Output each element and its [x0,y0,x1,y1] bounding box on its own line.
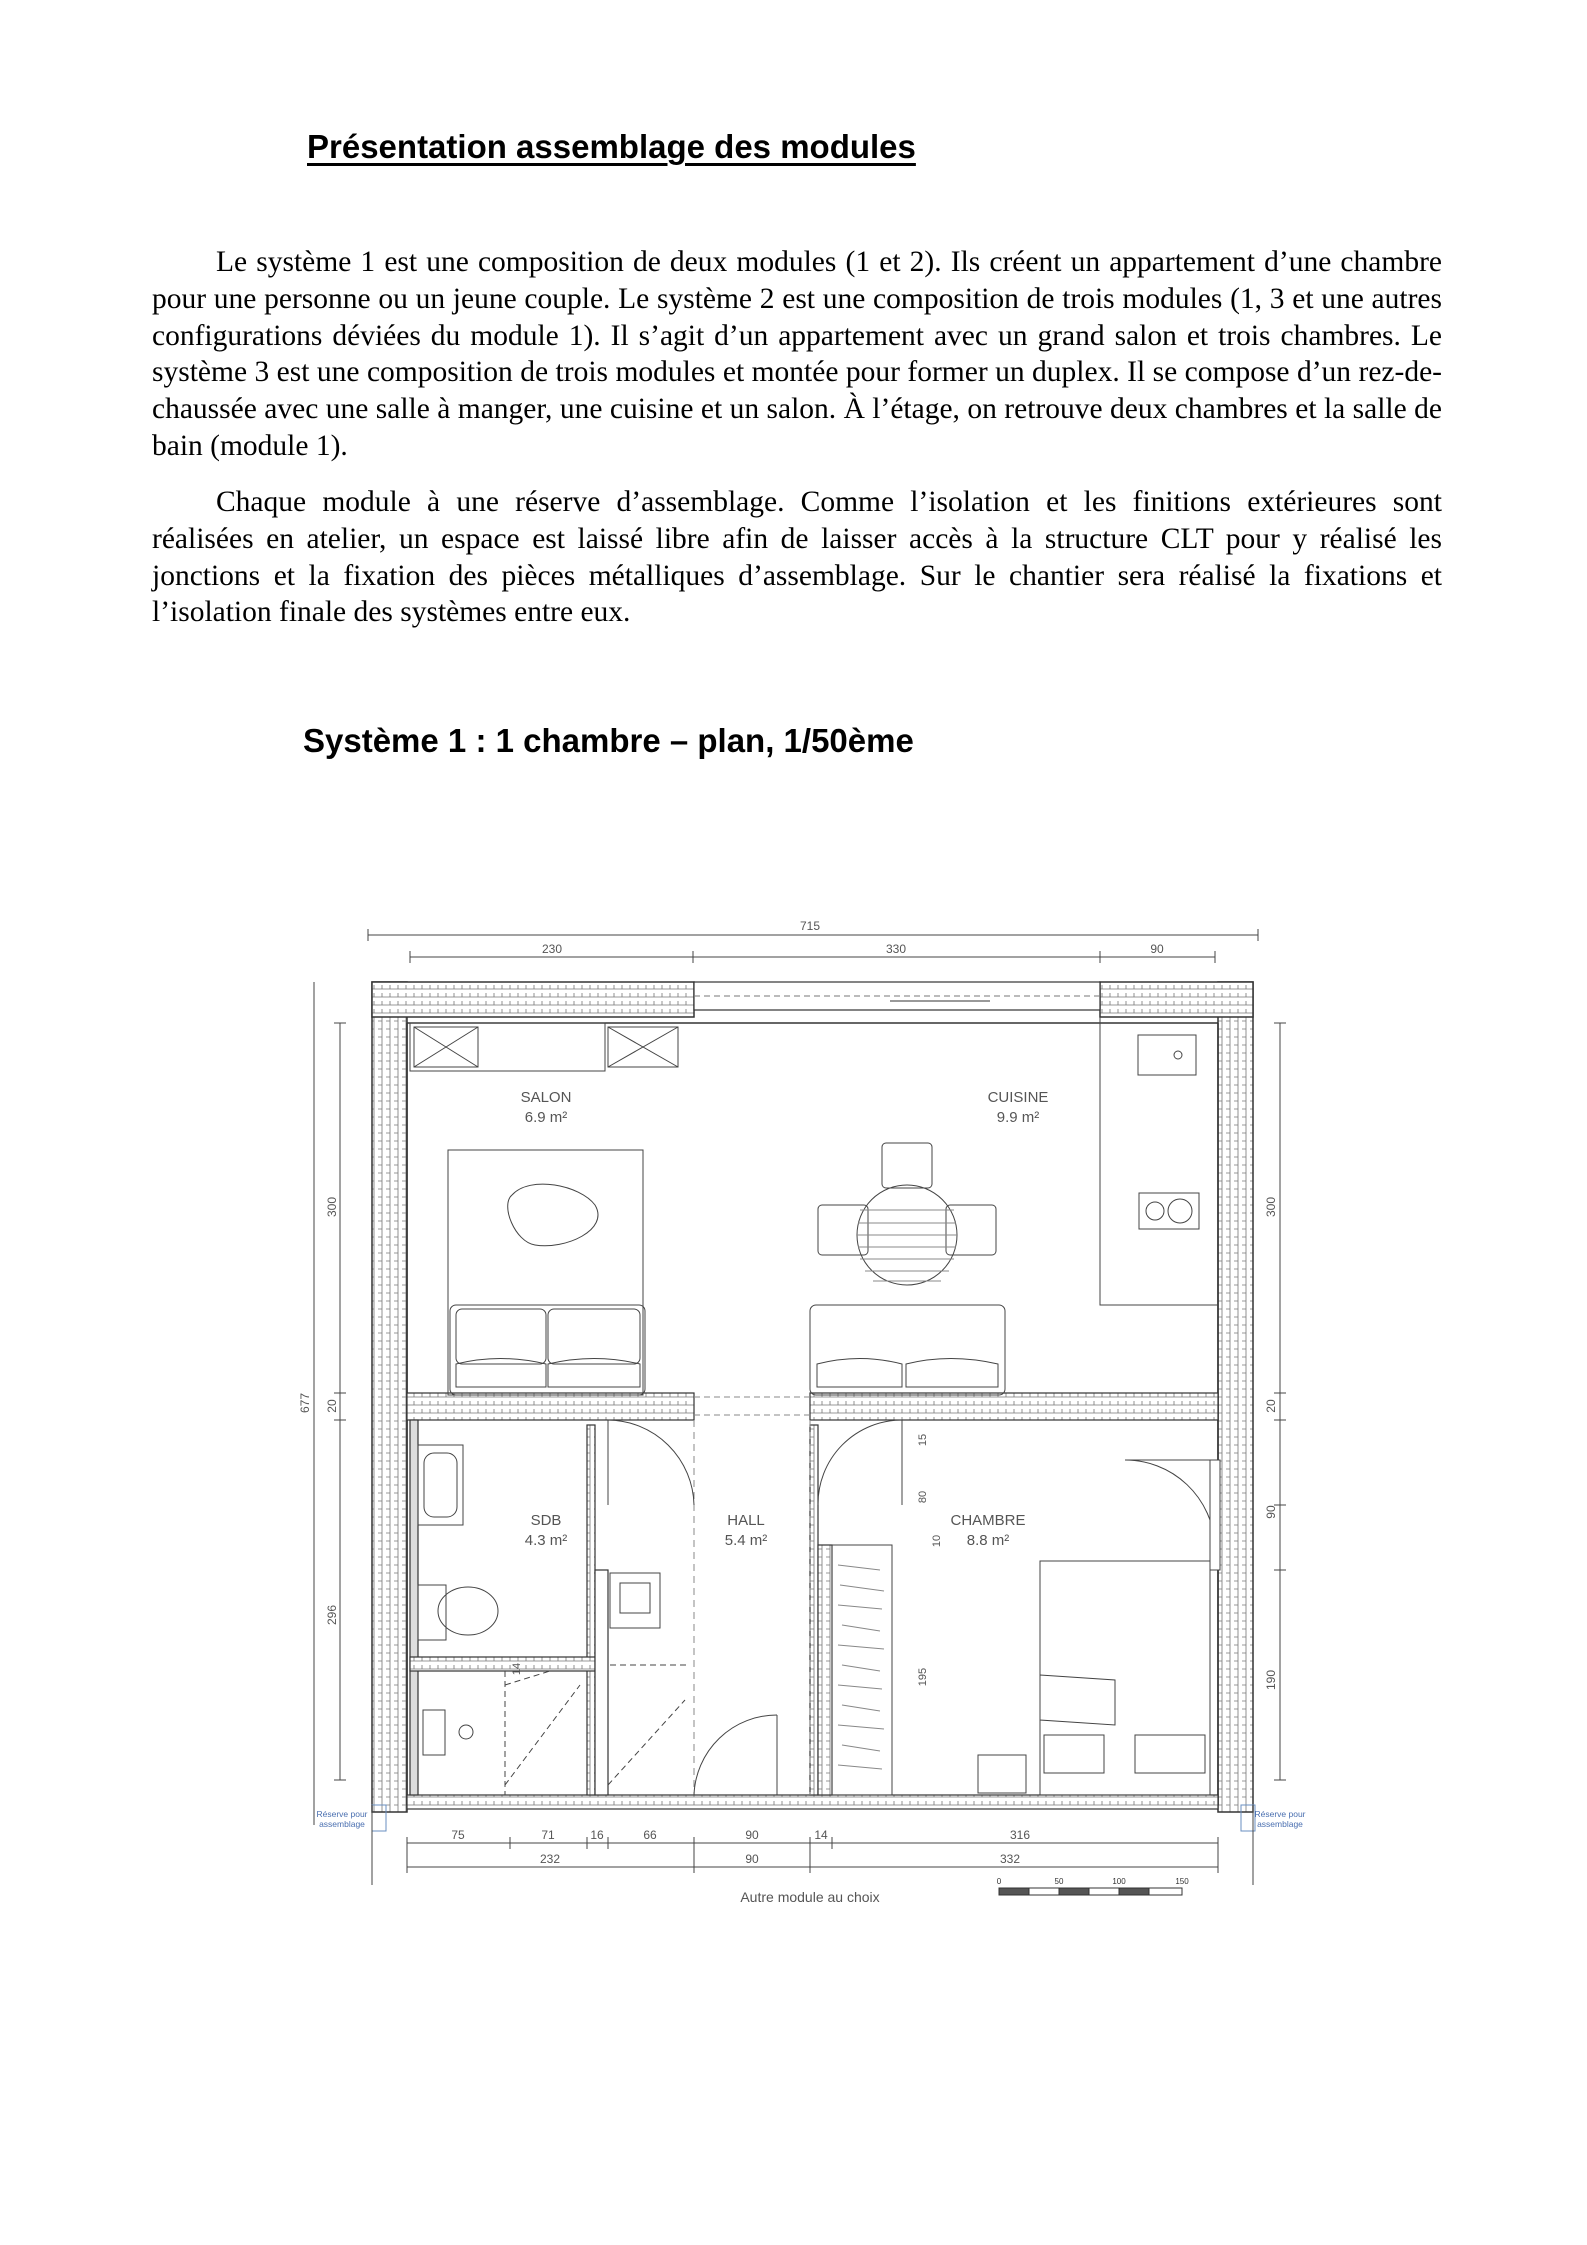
reserve-label-left-2: assemblage [319,1819,365,1829]
reserve-label-right-2: assemblage [1257,1819,1303,1829]
paragraph-1-text: Le système 1 est une composition de deux modules (1 et 2). Ils créent un appartement d’une chambre pour une personne ou un jeune couple. Le système 2 est une composition de trois modules (1, 3 et une autres configurations déviées du module 1). Il s’agit d’un appartement avec un grand salon et trois chambres. Le système 3 est une composition de trois modules et montée pour former un duplex. Il se compose d’un rez-de-chaussée avec une salle à manger, une cuisine et un salon. À l’étage, on retrouve deux chambres et la salle de bain (module 1). [152,246,1442,462]
top-dimensions [368,929,1258,963]
dim-bottom-75: 75 [451,1828,465,1842]
dim-top-overall: 715 [799,919,821,933]
dim-bottom-90: 90 [745,1828,759,1842]
room-sdb-name: SDB [530,1512,562,1529]
dim-left-overall: 677 [298,1392,312,1414]
footer-label: Autre module au choix [740,1889,880,1905]
dim-bottom-232: 232 [539,1852,561,1866]
salon-furniture [410,1023,678,1395]
room-cuisine-area: 9.9 m² [996,1109,1040,1126]
bathroom-fixtures [418,1445,580,1795]
scale-label-150: 150 [1175,1877,1189,1886]
bottom-dimensions [372,1805,1253,1885]
hall-fixtures [608,1420,777,1795]
dim-left-wall: 20 [325,1399,339,1413]
kitchen-counter [1100,1017,1218,1305]
middle-wall [407,1393,1218,1420]
paragraph-2-text: Chaque module à une réserve d’assemblage. Comme l’isolation et les finitions extérieures sont réalisées en atelier, un espace est laissé libre afin de laisser accès à la structure CLT pour y réalisé les jonctions et la fixation des pièces métalliques d’assemblage. Sur le chantier sera réalisé la fixations et l’isolation finale des systèmes entre eux. [152,486,1442,629]
dim-right-upper: 300 [1264,1196,1278,1218]
dim-inner-195: 195 [917,1667,929,1687]
dim-top-middle: 330 [885,942,907,956]
room-cuisine-name: CUISINE [987,1089,1049,1106]
room-chambre-name: CHAMBRE [950,1512,1026,1529]
dining-table [810,1143,1005,1395]
paragraph-2 [152,484,1442,631]
floor-plan-drawing [290,905,1340,1920]
room-salon-area: 6.9 m² [524,1109,568,1126]
paragraph-1 [152,244,1442,465]
dim-right-wall: 20 [1264,1399,1278,1413]
dim-top-left: 230 [541,942,563,956]
dim-bottom-66: 66 [643,1828,657,1842]
dim-inner-80: 80 [917,1490,929,1504]
bedroom-furniture [818,1420,1220,1795]
scale-bar [999,1888,1182,1895]
room-chambre-area: 8.8 m² [966,1532,1010,1549]
scale-label-100: 100 [1112,1877,1126,1886]
dim-left-lower: 296 [325,1604,339,1626]
scale-label-50: 50 [1054,1877,1064,1886]
room-hall-area: 5.4 m² [724,1532,768,1549]
room-sdb-area: 4.3 m² [524,1532,568,1549]
dim-bottom-71: 71 [541,1828,555,1842]
dim-top-right: 90 [1150,942,1164,956]
hall-outline [694,1420,810,1795]
dim-inner-10: 10 [931,1534,943,1548]
dim-inner-15: 15 [917,1433,929,1447]
dim-left-upper: 300 [325,1196,339,1218]
section-heading: Présentation assemblage des modules [307,128,916,165]
room-hall-name: HALL [727,1512,765,1529]
reserve-label-right-1: Réserve pour [1254,1809,1306,1819]
plan-heading: Système 1 : 1 chambre – plan, 1/50ème [303,722,914,759]
scale-label-0: 0 [996,1877,1002,1886]
dim-bottom-90b: 90 [745,1852,759,1866]
interior-walls [410,1420,832,1795]
dim-bottom-332: 332 [999,1852,1021,1866]
room-salon-name: SALON [520,1089,572,1106]
dim-inner-14: 14 [511,1662,523,1676]
dim-right-lower: 190 [1264,1669,1278,1691]
reserve-label-left-1: Réserve pour [316,1809,368,1819]
dim-right-window: 90 [1264,1505,1278,1519]
dim-bottom-16: 16 [590,1828,604,1842]
dim-bottom-14: 14 [814,1828,828,1842]
dim-bottom-316: 316 [1009,1828,1031,1842]
